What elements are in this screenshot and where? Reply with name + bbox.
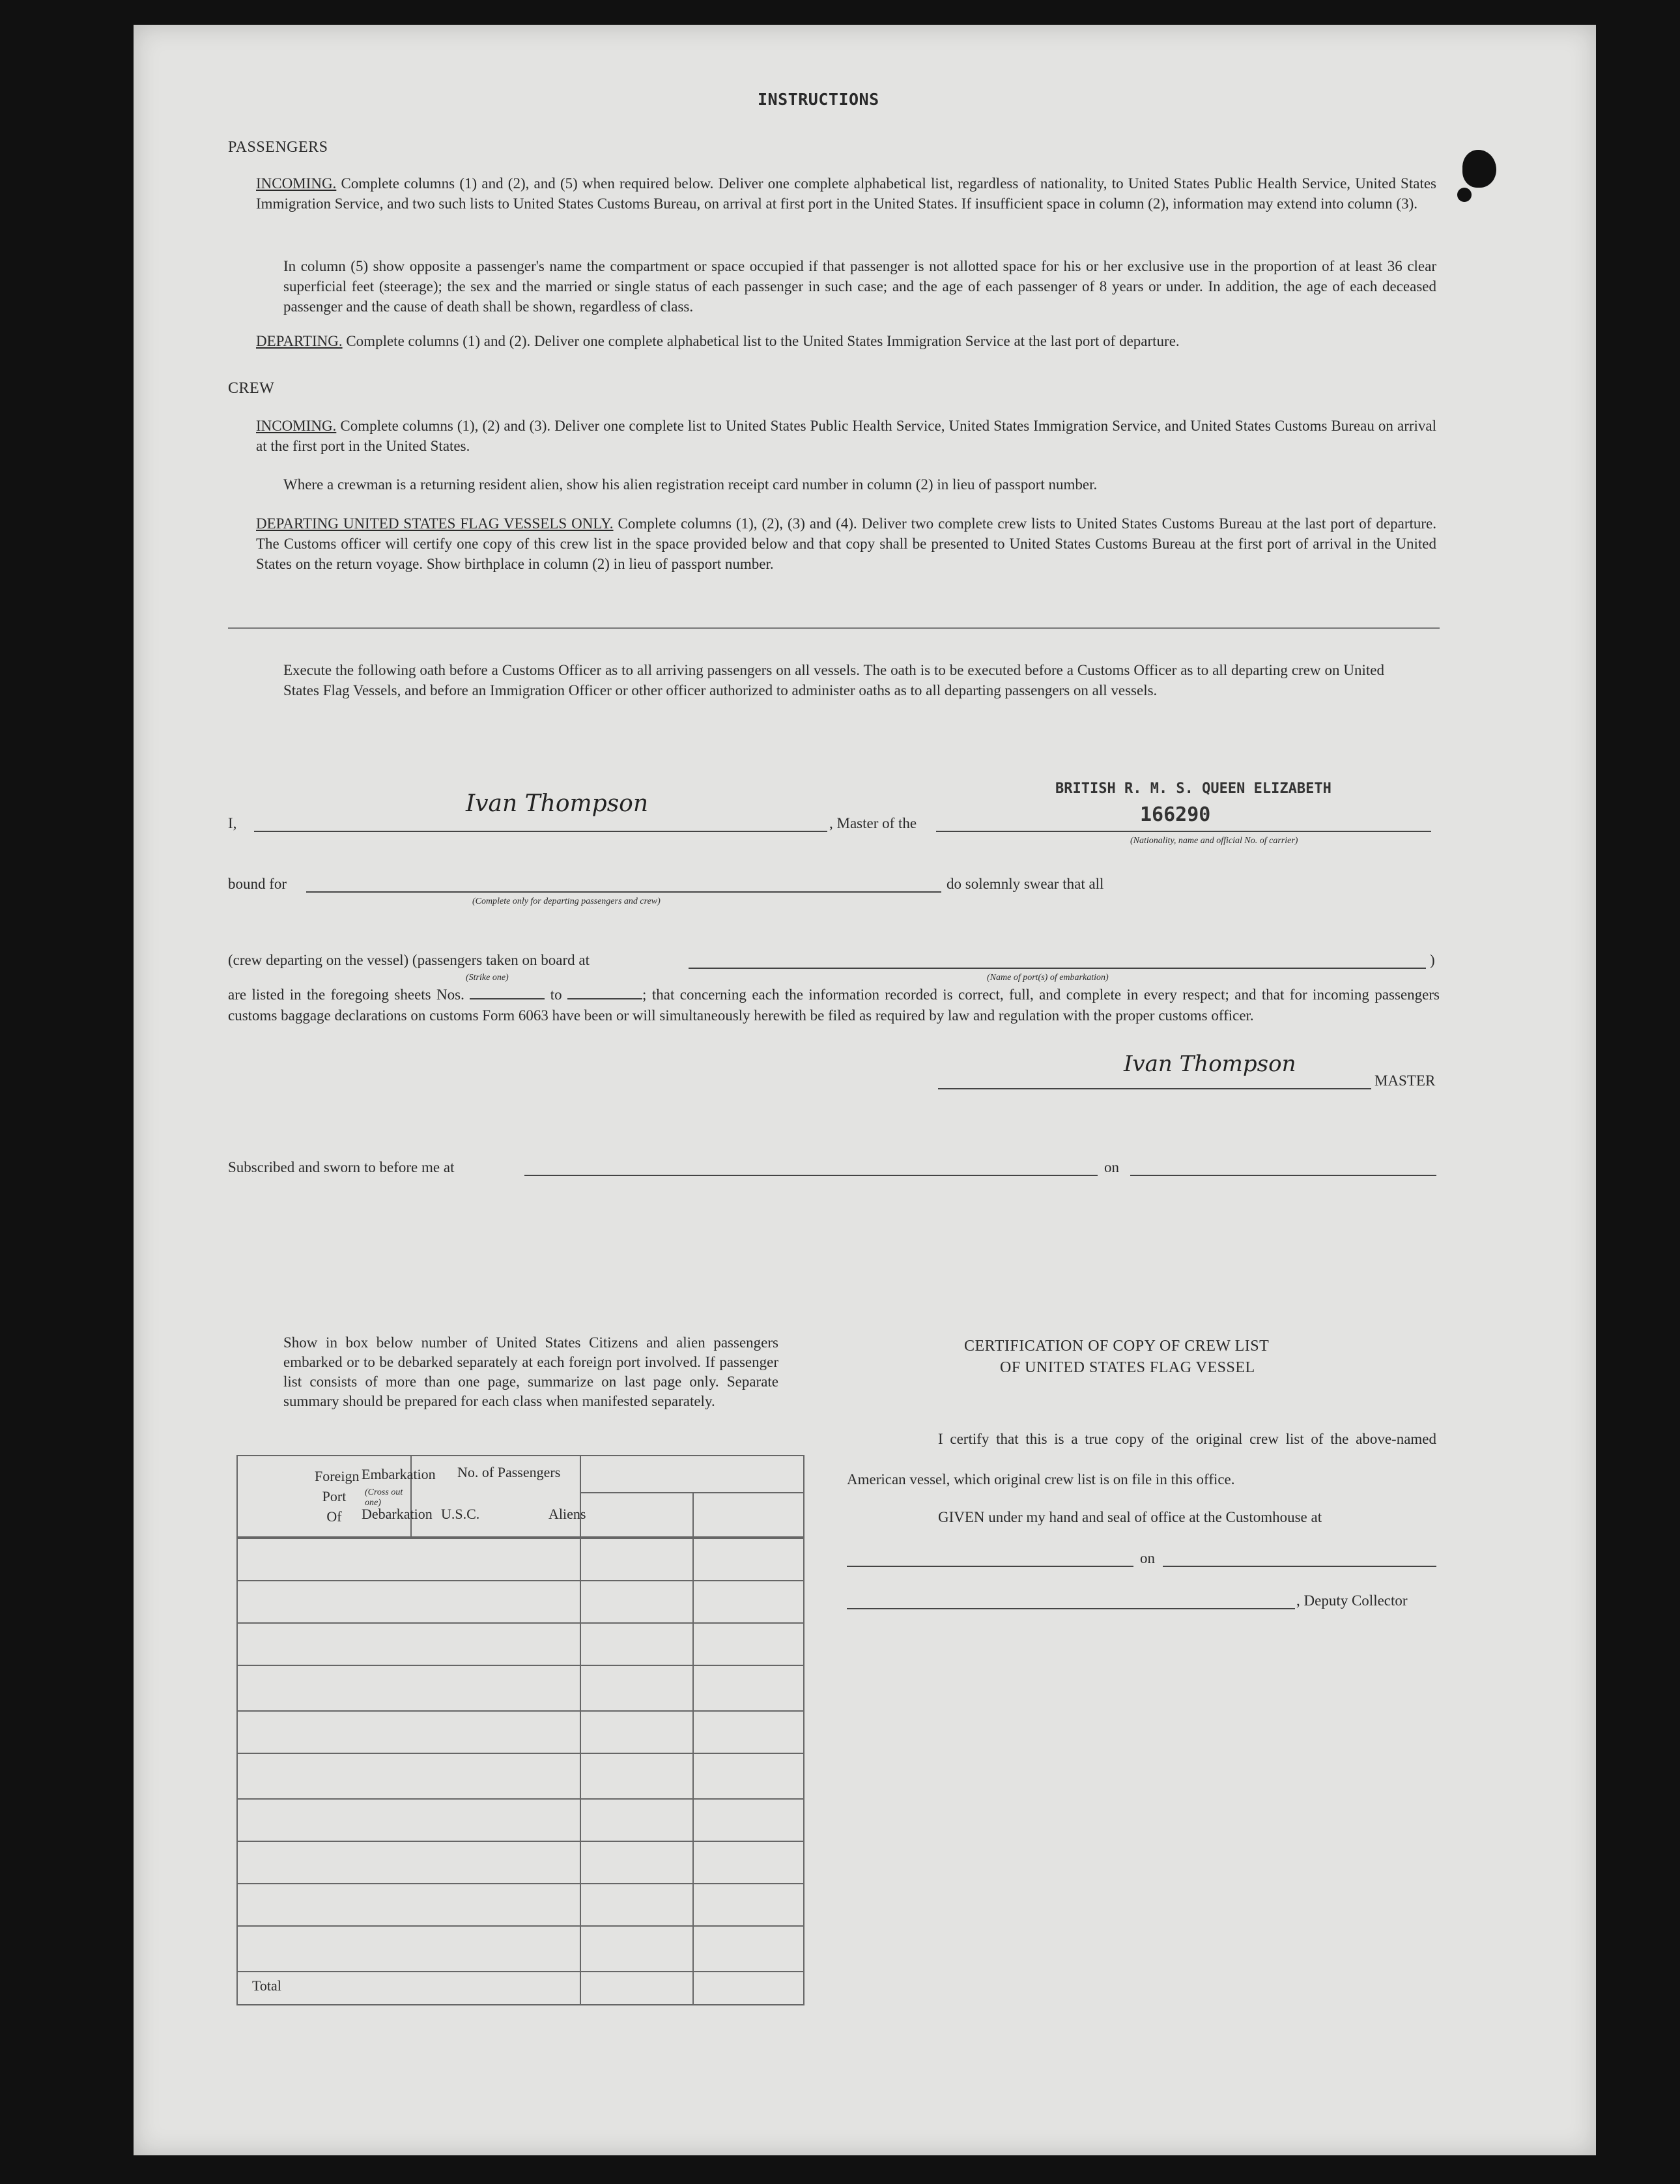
header-aliens: Aliens: [548, 1506, 586, 1522]
master-of-label: , Master of the: [829, 815, 917, 831]
vessel-name: BRITISH R. M. S. QUEEN ELIZABETH: [1055, 781, 1331, 797]
master-name-signature: Ivan Thompson: [466, 790, 649, 817]
subscribed-label: Subscribed and sworn to before me at: [228, 1159, 455, 1175]
page-title: INSTRUCTIONS: [758, 90, 879, 109]
vessel-caption: (Nationality, name and official No. of carrier): [1130, 836, 1298, 846]
certification-heading-1: CERTIFICATION OF COPY OF CREW LIST: [964, 1338, 1270, 1355]
passengers-incoming-text: Complete columns (1) and (2), and (5) when required below. Deliver one complete alphabetical list, regardless of nationality, to United States Public Health Service, United States Immigration Service, and two such lists to United States Customs Bureau, on arrival at first port in the United States. If insufficient space in column (2), information may extend into column (3).: [256, 175, 1436, 212]
ink-blot-drop: [1457, 188, 1472, 202]
sheets-paragraph: [228, 984, 1440, 1026]
summary-row-line: [238, 1580, 803, 1581]
crew-departing-label: DEPARTING UNITED STATES FLAG VESSELS ONLY.: [256, 515, 614, 532]
vessel-field[interactable]: [936, 831, 1431, 832]
bound-for-label: bound for: [228, 876, 287, 892]
summary-row-line: [238, 1883, 803, 1884]
summary-row-line: [238, 1622, 803, 1624]
certification-text-1: I certify that this is a true copy of the original crew list of the above-named American vessel, which original crew list is on file in this office.: [847, 1431, 1436, 1487]
deputy-collector-label: , Deputy Collector: [1296, 1592, 1408, 1609]
certification-on-label: on: [1140, 1550, 1155, 1566]
crew-heading: CREW: [228, 380, 275, 397]
passengers-departing-text: Complete columns (1) and (2). Deliver one complete alphabetical list to the United States Immigration Service at the last port of departure.: [346, 333, 1180, 349]
document-page: [134, 25, 1596, 2155]
sheets-to-field[interactable]: [567, 986, 642, 999]
summary-row-line: [238, 1971, 803, 1972]
oath-i-label: I,: [228, 815, 237, 831]
crew-incoming-paragraph: [256, 416, 1436, 456]
summary-row-line: [238, 1798, 803, 1800]
subscribed-on-label: on: [1104, 1159, 1119, 1175]
passengers-departing-paragraph: [256, 331, 1436, 351]
ports-of-embarkation-field[interactable]: [689, 968, 1426, 969]
header-cross-out: (Cross out one): [365, 1487, 403, 1508]
passengers-heading: PASSENGERS: [228, 139, 328, 156]
certification-heading-2: OF UNITED STATES FLAG VESSEL: [1000, 1359, 1255, 1376]
sheets-from-field[interactable]: [470, 986, 545, 999]
oath-intro-paragraph: Execute the following oath before a Customs Officer as to all arriving passengers on all vessels. The oath is to be executed before a Customs Officer as to all departing crew on United States Flag Vessels, and before an Immigration Officer or other officer authorized to administer oaths as to all departing passengers on all vessels.: [283, 662, 1384, 698]
header-embarkation: Embarkation: [362, 1466, 436, 1482]
summary-col-divider-2: [692, 1492, 694, 2004]
summary-row-line: [238, 1665, 803, 1666]
header-no-passengers: No. of Passengers: [457, 1464, 561, 1480]
summary-row-line: [238, 1538, 803, 1539]
ports-caption: (Name of port(s) of embarkation): [987, 973, 1109, 983]
crew-incoming-label: INCOMING.: [256, 418, 337, 434]
ports-close-paren: ): [1430, 952, 1435, 968]
strike-one-caption: (Strike one): [466, 973, 509, 983]
summary-row-line: [238, 1753, 803, 1754]
master-label: MASTER: [1374, 1072, 1436, 1089]
crew-departing-text: Complete columns (1), (2), (3) and (4). Deliver two complete crew lists to United States Customs Bureau at the last port of departure. The Customs officer will certify one copy of this crew list in the space provided below and that copy shall be presented to United States Customs Bureau at the first port of arrival in the United States on the return voyage. Show birthplace in column (2) in lieu of passport number.: [256, 515, 1437, 572]
sheets-text-1: are listed in the foregoing sheets Nos.: [228, 986, 464, 1003]
master-signature-field[interactable]: [938, 1088, 1371, 1089]
master-signature: Ivan Thompson: [1124, 1051, 1296, 1077]
header-debarkation: Debarkation: [362, 1506, 433, 1522]
ink-blot: [1462, 150, 1496, 188]
crew-departing-paragraph: [256, 513, 1436, 574]
swear-text: do solemnly swear that all: [947, 876, 1104, 892]
master-name-field[interactable]: [254, 831, 827, 832]
bound-for-caption: (Complete only for departing passengers and crew): [472, 897, 661, 906]
section-divider: [228, 627, 1440, 629]
summary-grid: [236, 1455, 804, 2005]
passengers-departing-label: DEPARTING.: [256, 333, 343, 349]
passengers-incoming-label: INCOMING.: [256, 175, 337, 192]
sheets-text-2: ; that concerning each the information recorded is correct, full, and complete in every respect; and that for incoming passengers customs baggage declarations on customs Form 6063 have been or will simultaneously herewith be filed as required by law and regulation with the proper customs officer.: [228, 986, 1440, 1024]
subscribed-place-field[interactable]: [524, 1175, 1098, 1176]
header-usc: U.S.C.: [441, 1506, 480, 1522]
passengers-incoming-paragraph: [256, 173, 1436, 214]
crew-incoming-text: Complete columns (1), (2) and (3). Deliver one complete list to United States Public Health Service, United States Immigration Service, and United States Customs Bureau on arrival at the first port in the United States.: [256, 418, 1437, 454]
summary-total-label: Total: [252, 1977, 281, 1994]
header-foreign-port: Foreign Port Of: [315, 1468, 360, 1525]
summary-row-line: [238, 1841, 803, 1842]
customhouse-place-field[interactable]: [847, 1566, 1133, 1567]
bound-for-field[interactable]: [306, 891, 941, 893]
sheets-to-label: to: [550, 986, 562, 1003]
customhouse-date-field[interactable]: [1163, 1566, 1436, 1567]
summary-row-line: [238, 1710, 803, 1712]
vessel-official-number: 166290: [1140, 803, 1211, 826]
certification-text-2: GIVEN under my hand and seal of office at the Customhouse at: [938, 1509, 1322, 1525]
deputy-collector-signature-field[interactable]: [847, 1608, 1295, 1609]
summary-instructions: Show in box below number of United States Citizens and alien passengers embarked or to be debarked separately at each foreign port involved. If passenger list consists of more than one page, summarize on last page only. Separate summary should be prepared for each class when manifested separately.: [283, 1334, 778, 1409]
crew-resident-paragraph: Where a crewman is a returning resident alien, show his alien registration receipt card number in column (2) in lieu of passport number.: [283, 476, 1098, 493]
passengers-column5-paragraph: In column (5) show opposite a passenger's name the compartment or space occupied if that passenger is not allotted space for his or her exclusive use in the proportion of at least 36 clear superficial feet (steerage); the sex and the married or single status of each passenger in such case; and the age of each passenger of 8 years or under. In addition, the age of each deceased passenger and the cause of death shall be shown, regardless of class.: [283, 258, 1436, 315]
crew-departing-oath-text: (crew departing on the vessel) (passengers taken on board at: [228, 952, 590, 968]
summary-header-split: [580, 1492, 804, 1493]
summary-row-line: [238, 1925, 803, 1927]
subscribed-date-field[interactable]: [1130, 1175, 1436, 1176]
